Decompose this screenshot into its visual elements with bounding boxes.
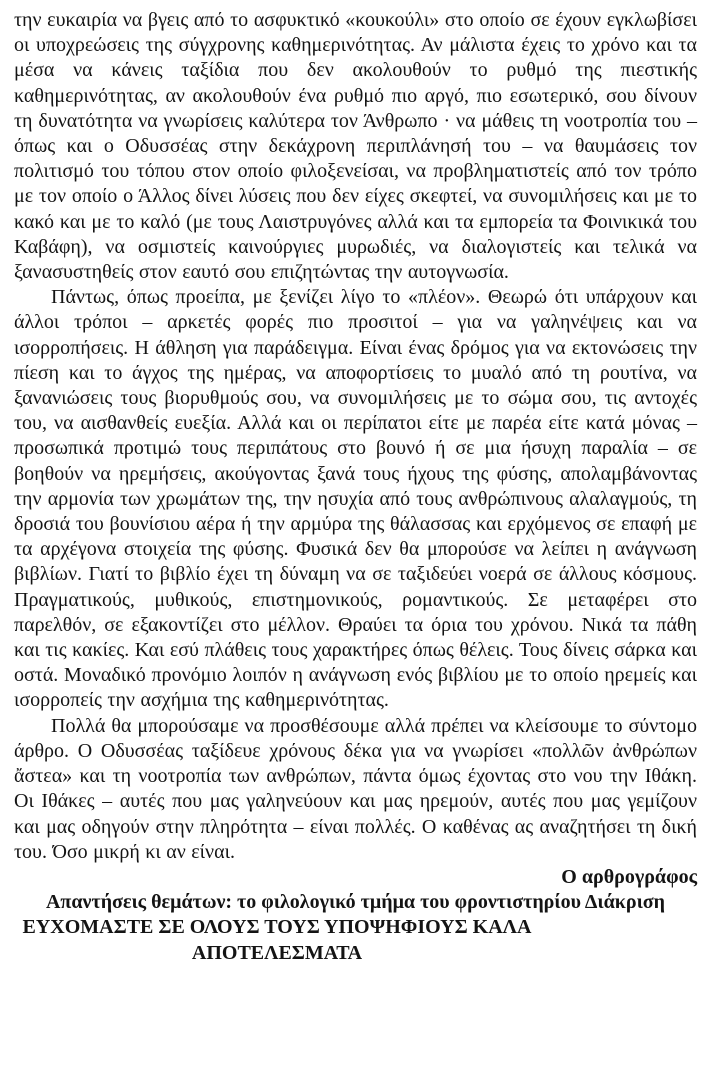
answers-credit-line: Απαντήσεις θεμάτων: το φιλολογικό τμήμα του φροντιστηρίου Διάκριση	[45, 891, 666, 914]
article-paragraph-alternatives: Πάντως, όπως προείπα, με ξενίζει λίγο το «πλέον». Θεωρώ ότι υπάρχουν και άλλοι τρόποι – αρκετές φορές πιο προσιτοί – για να γαληνέψεις και να ισορροπήσεις. Η άθληση για παράδειγμα. Είναι ένας δρόμος για να εκτονώσεις την πίεση και το άγχος της ημέρας, να αποφορτίσεις το μυαλό από τη ρουτίνα, να ξανανιώσεις τους βιορυθμούς σου, να συνομιλήσεις με το σώμα σου, τις αντοχές του, να αισθανθείς ευεξία. Αλλά και οι περίπατοι είτε με παρέα είτε κατά μόνας – προσωπικά προτιμώ τους περιπάτους στο βουνό ή σε μια ήσυχη παραλία – σε βοηθούν να ηρεμήσεις, ακούγοντας ξανά τους ήχους της φύσης, απολαμβάνοντας την αρμονία των χρωμάτων της, την ησυχία από τους ανθρώπινους αλαλαγμούς, τη δροσιά του βουνίσιου αέρα ή την αρμύρα της θάλασσας και ερχόμενος σε επαφή με τα αρχέγονα στοιχεία της φύσης. Φυσικά δεν θα μπορούσε να λείπει η ανάγνωση βιβλίων. Γιατί το βιβλίο έχει τη δύναμη να σε ταξιδεύει νοερά σε άλλους κόσμους. Πραγματικούς, μυθικούς, επιστημονικούς, ρομαντικούς. Σε μεταφέρει στο παρελθόν, σε εξακοντίζει στο μέλλον. Θραύει τα όρια του χρόνου. Νικά τα πάθη και τις κακίες. Και εσύ πλάθεις τους χαρακτήρες όπως θέλεις. Τους δίνεις σάρκα και οστά. Μοναδικό προνόμιο λοιπόν η ανάγνωση ενός βιβλίου με το οποίο ηρεμείς και ισορροπείς την ασχήμια της καθημερινότητας.	[14, 286, 697, 712]
author-signature: Ο αρθρογράφος	[561, 865, 697, 888]
article-paragraph-closing: Πολλά θα μπορούσαμε να προσθέσουμε αλλά πρέπει να κλείσουμε το σύντομο άρθρο. Ο Οδυσσέας ταξίδευε χρόνους δέκα για να γνωρίσει «πολλῶν ἀνθρώπων ἄστεα» και τη νοοτροπία των ανθρώπων, πάντα όμως έχοντας στο νου την Ιθάκη. Οι Ιθάκες – αυτές που μας γαληνεύουν και μας ηρεμούν, αυτές που μας γεμίζουν και μας οδηγούν στην πληρότητα – είναι πολλές. Ο καθένας ας αναζητήσει τη δική του. Όσο μικρή κι αν είναι.	[14, 714, 697, 863]
good-luck-message: ΕΥΧΟΜΑΣΤΕ ΣΕ ΟΛΟΥΣ ΤΟΥΣ ΥΠΟΨΗΦΙΟΥΣ ΚΑΛΑ ΑΠΟΤΕΛΕΣΜΑΤΑ	[22, 916, 532, 964]
article-paragraph-continuation: την ευκαιρία να βγεις από το ασφυκτικό «κουκούλι» στο οποίο σε έχουν εγκλωβίσει οι υποχρεώσεις της σύγχρονης καθημερινότητας. Αν μάλιστα έχεις το χρόνο και τα μέσα να κάνεις ταξίδια που δεν ακολουθούν το ρυθμό της πιεστικής καθημερινότητας, αν ακολουθούν ένα ρυθμό πιο αργό, πιο εσωτερικό, σου δίνουν τη δυνατότητα να γνωρίσεις καλύτερα τον Άνθρωπο · να μάθεις τη νοοτροπία του – όπως και ο Οδυσσέας στην δεκάχρονη περιπλάνησή του – να θαυμάσεις τον πολιτισμό του τόπου στον οποίο φιλοξενείσαι, να προβληματιστείς από τον τρόπο με τον οποίο ο Άλλος δίνει λύσεις που δεν είχες σκεφτεί, να συνομιλήσεις και με το κακό και με το καλό (με τους Λαιστρυγόνες αλλά και τα εμπορεία τα Φοινικικά του Καβάφη), να οσμιστείς καινούργιες μυρωδιές, να διαλογιστείς και τελικά να ξανασυστηθείς στον εαυτό σου επιζητώντας την αυτογνωσία.	[14, 9, 697, 284]
